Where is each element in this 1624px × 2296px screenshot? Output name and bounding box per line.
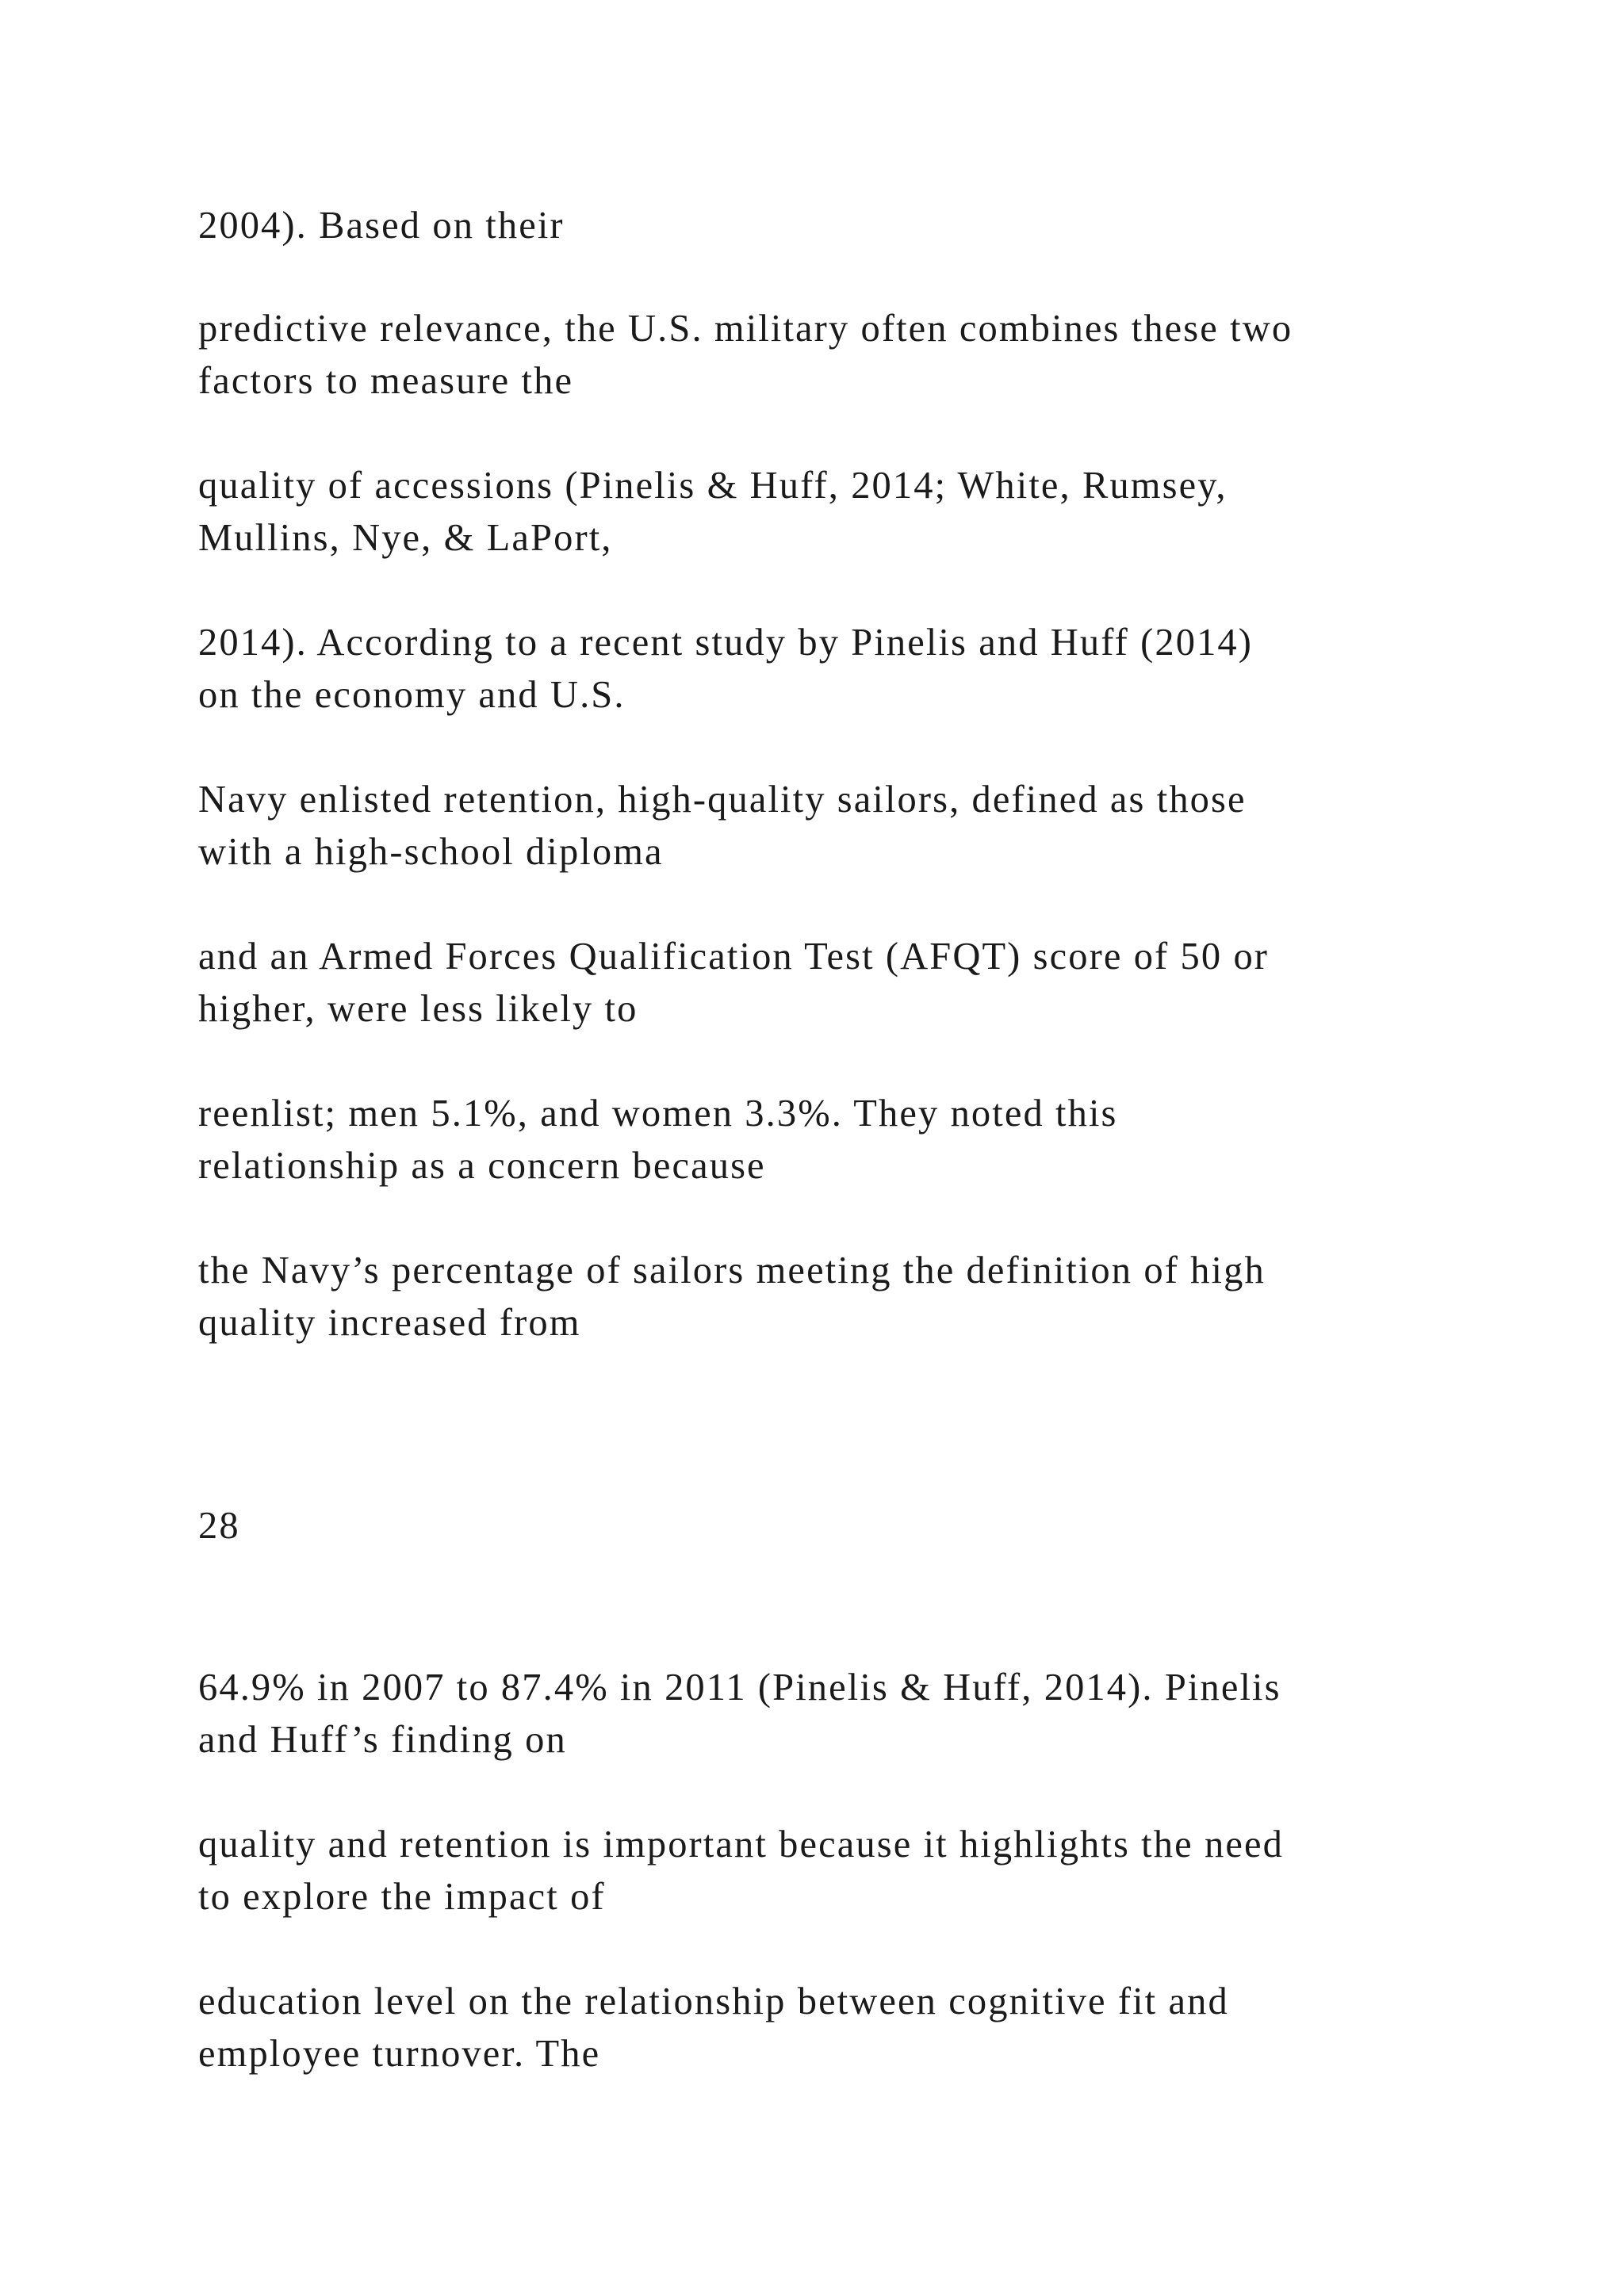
text-line: Navy enlisted retention, high-quality sailors, defined as those bbox=[198, 779, 1247, 821]
text-line: with a high-school diploma bbox=[198, 831, 664, 873]
paragraph bbox=[198, 774, 1467, 878]
text-line: and Huff’s finding on bbox=[198, 1719, 567, 1761]
paragraph bbox=[198, 931, 1467, 1035]
paragraph bbox=[198, 1088, 1467, 1192]
text-line: and an Armed Forces Qualification Test (AFQT) score of 50 or bbox=[198, 936, 1270, 978]
text-line: predictive relevance, the U.S. military often combines these two bbox=[198, 308, 1293, 350]
paragraph bbox=[198, 1245, 1467, 1349]
paragraph bbox=[198, 460, 1467, 564]
text-line: higher, were less likely to bbox=[198, 988, 638, 1030]
page-number: 28 bbox=[198, 1505, 240, 1547]
paragraph bbox=[198, 1819, 1467, 1923]
text-line: quality of accessions (Pinelis & Huff, 2014; White, Rumsey, bbox=[198, 465, 1228, 507]
text-line: quality increased from bbox=[198, 1302, 581, 1344]
paragraph bbox=[198, 617, 1467, 721]
paragraph bbox=[198, 303, 1467, 408]
text-line: 64.9% in 2007 to 87.4% in 2011 (Pinelis & Huff, 2014). Pinelis bbox=[198, 1667, 1281, 1709]
paragraph bbox=[198, 1662, 1467, 1766]
text-line: quality and retention is important because it highlights the need bbox=[198, 1823, 1284, 1866]
text-line: employee turnover. The bbox=[198, 2033, 601, 2075]
text-line: factors to measure the bbox=[198, 360, 574, 402]
text-line: Mullins, Nye, & LaPort, bbox=[198, 517, 613, 559]
text-line: reenlist; men 5.1%, and women 3.3%. They noted this bbox=[198, 1093, 1118, 1135]
text-line: education level on the relationship between cognitive fit and bbox=[198, 1980, 1229, 2022]
text-line: 2014). According to a recent study by Pinelis and Huff (2014) bbox=[198, 622, 1254, 664]
text-line: the Navy’s percentage of sailors meeting the definition of high bbox=[198, 1249, 1266, 1292]
paragraph bbox=[198, 200, 1467, 252]
paragraph bbox=[198, 1976, 1467, 2080]
text-line: on the economy and U.S. bbox=[198, 674, 626, 716]
text-line: 2004). Based on their bbox=[198, 205, 565, 247]
text-line: relationship as a concern because bbox=[198, 1145, 766, 1187]
text-line: to explore the impact of bbox=[198, 1876, 606, 1918]
